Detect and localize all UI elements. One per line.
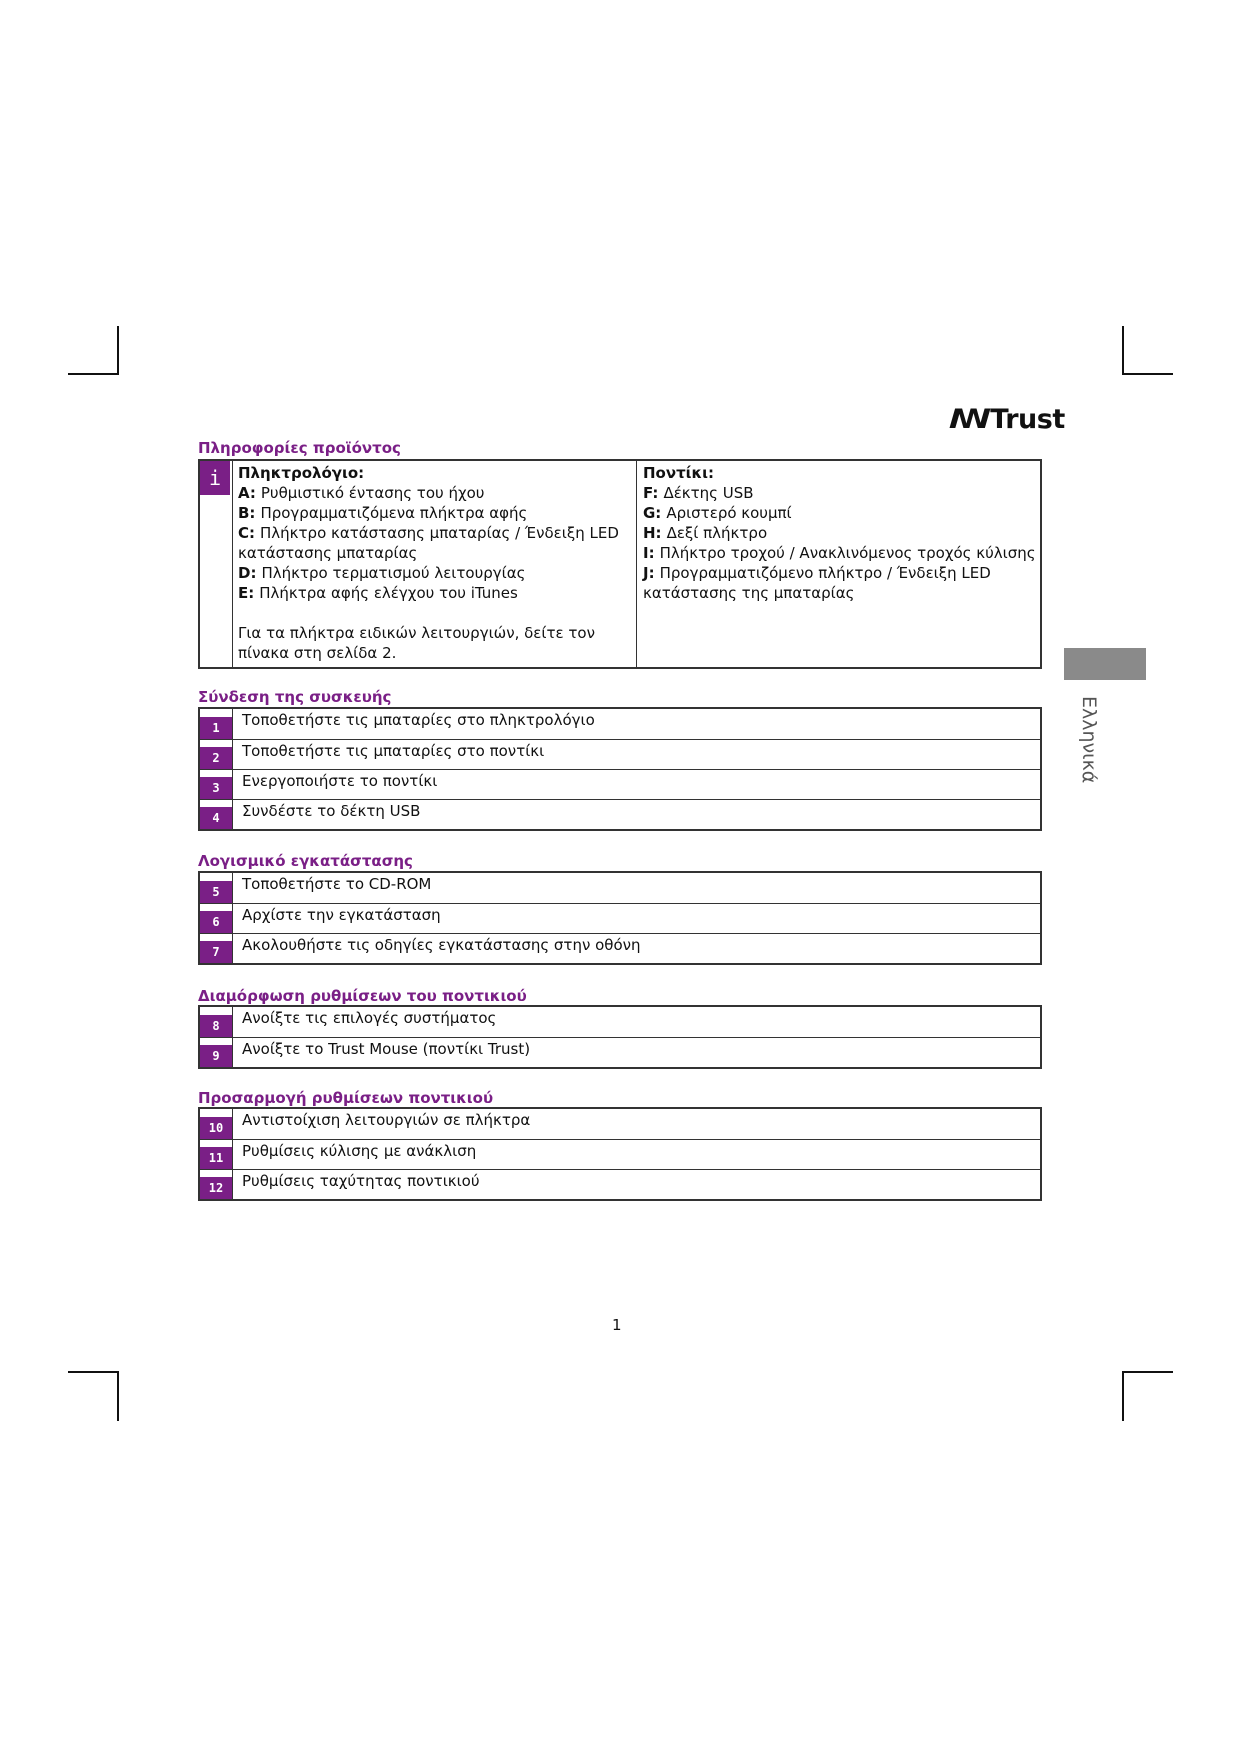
step-divider <box>232 1170 233 1199</box>
spec-item <box>238 583 636 603</box>
language-tab <box>1064 648 1146 680</box>
step-text: Ενεργοποιήστε το ποντίκι <box>242 772 438 790</box>
step-text: Ρυθμίσεις ταχύτητας ποντικιού <box>242 1172 480 1190</box>
step-text: Συνδέστε το δέκτη USB <box>242 802 421 820</box>
spec-item-text: Πλήκτρο τροχού / Ανακλινόμενος τροχός κύλισης <box>659 544 1036 562</box>
step-row <box>200 903 1040 933</box>
crop-mark-top-right-v <box>1122 326 1124 375</box>
steps-table <box>198 707 1042 831</box>
section-title: Λογισμικό εγκατάστασης <box>198 852 413 870</box>
step-number-badge: 3 <box>200 777 232 799</box>
language-label: Ελληνικά <box>1078 696 1100 784</box>
steps-table <box>198 871 1042 965</box>
crop-mark-top-left-h <box>68 373 119 375</box>
step-text: Αρχίστε την εγκατάσταση <box>242 906 441 924</box>
step-divider <box>232 800 233 829</box>
step-number-badge: 5 <box>200 881 232 903</box>
step-row <box>200 873 1040 903</box>
spec-item-text: Αριστερό κουμπί <box>666 504 792 522</box>
step-divider <box>232 904 233 933</box>
crop-mark-top-right-h <box>1122 373 1173 375</box>
spec-item-text: Πλήκτρο τερματισμού λειτουργίας <box>261 564 526 582</box>
keyboard-column <box>232 461 637 667</box>
product-info-table <box>198 459 1042 669</box>
trust-logo-text: Trust <box>990 404 1065 435</box>
step-row <box>200 1007 1040 1037</box>
spec-item-text: Προγραμματιζόμενο πλήκτρο / Ένδειξη LED κατάστασης της μπαταρίας <box>643 564 991 602</box>
spec-item-text: Προγραμματιζόμενα πλήκτρα αφής <box>260 504 528 522</box>
info-icon: i <box>200 461 230 495</box>
spec-item-key: G: <box>643 504 662 522</box>
trust-logo <box>948 404 1065 435</box>
step-divider <box>232 1109 233 1139</box>
spec-item-key: D: <box>238 564 257 582</box>
spec-item-key: E: <box>238 584 255 602</box>
step-row <box>200 799 1040 829</box>
spec-item <box>238 503 636 523</box>
step-number-badge: 11 <box>200 1147 232 1169</box>
page-number: 1 <box>612 1316 622 1334</box>
spec-item-key: F: <box>643 484 659 502</box>
spec-item <box>643 503 1040 523</box>
step-divider <box>232 873 233 903</box>
step-row <box>200 1109 1040 1139</box>
step-divider <box>232 709 233 739</box>
step-text: Αντιστοίχιση λειτουργιών σε πλήκτρα <box>242 1111 531 1129</box>
spec-item-key: A: <box>238 484 256 502</box>
step-text: Τοποθετήστε τις μπαταρίες στο πληκτρολόγιο <box>242 711 595 729</box>
step-number-badge: 7 <box>200 941 232 963</box>
spec-item-key: B: <box>238 504 256 522</box>
step-row <box>200 769 1040 799</box>
spec-item <box>238 563 636 583</box>
steps-table <box>198 1005 1042 1069</box>
spec-item <box>238 523 636 563</box>
step-number-badge: 12 <box>200 1177 232 1199</box>
step-text: Τοποθετήστε τις μπαταρίες στο ποντίκι <box>242 742 545 760</box>
keyboard-heading: Πληκτρολόγιο: <box>238 464 365 482</box>
spec-item-text: Πλήκτρα αφής ελέγχου του iTunes <box>259 584 518 602</box>
step-number-badge: 10 <box>200 1117 232 1139</box>
step-text: Τοποθετήστε το CD-ROM <box>242 875 432 893</box>
step-number-badge: 4 <box>200 807 232 829</box>
step-divider <box>232 1140 233 1169</box>
step-number-badge: 9 <box>200 1045 232 1067</box>
step-divider <box>232 770 233 799</box>
crop-mark-top-left-v <box>117 326 119 375</box>
crop-mark-bottom-left-v <box>117 1371 119 1421</box>
step-number-badge: 8 <box>200 1015 232 1037</box>
step-text: Ακολουθήστε τις οδηγίες εγκατάστασης στην οθόνη <box>242 936 641 954</box>
step-text: Ανοίξτε τις επιλογές συστήματος <box>242 1009 497 1027</box>
step-row <box>200 1139 1040 1169</box>
spec-item-key: I: <box>643 544 655 562</box>
spec-item-text: Δεξί πλήκτρο <box>666 524 768 542</box>
step-divider <box>232 740 233 769</box>
crop-mark-bottom-left-h <box>68 1371 119 1373</box>
section-title: Σύνδεση της συσκευής <box>198 688 392 706</box>
spec-item-key: H: <box>643 524 662 542</box>
step-row <box>200 1169 1040 1199</box>
info-icon-column <box>200 461 233 667</box>
step-row <box>200 933 1040 963</box>
spec-item-text: Δέκτης USB <box>663 484 754 502</box>
special-keys-note: Για τα πλήκτρα ειδικών λειτουργιών, δείτε τον πίνακα στη σελίδα 2. <box>238 624 595 662</box>
steps-table <box>198 1107 1042 1201</box>
crop-mark-bottom-right-h <box>1122 1371 1173 1373</box>
step-row <box>200 739 1040 769</box>
step-divider <box>232 1007 233 1037</box>
mouse-column <box>637 461 1040 667</box>
section-title: Διαμόρφωση ρυθμίσεων του ποντικιού <box>198 987 527 1005</box>
spec-item <box>643 563 1040 603</box>
spec-item-text: Πλήκτρο κατάστασης μπαταρίας / Ένδειξη LED κατάστασης μπαταρίας <box>238 524 619 562</box>
step-number-badge: 6 <box>200 911 232 933</box>
step-text: Ρυθμίσεις κύλισης με ανάκλιση <box>242 1142 477 1160</box>
step-number-badge: 2 <box>200 747 232 769</box>
spec-item-text: Ρυθμιστικό έντασης του ήχου <box>260 484 485 502</box>
step-row <box>200 709 1040 739</box>
spec-item <box>238 483 636 503</box>
mouse-heading: Ποντίκι: <box>643 464 714 482</box>
step-divider <box>232 1038 233 1067</box>
step-number-badge: 1 <box>200 717 232 739</box>
spec-item-key: J: <box>643 564 655 582</box>
section-title: Προσαρμογή ρυθμίσεων ποντικιού <box>198 1089 494 1107</box>
trust-logo-mark-icon: ꟿ <box>948 404 991 435</box>
step-row <box>200 1037 1040 1067</box>
spec-item <box>643 543 1040 563</box>
product-info-title: Πληροφορίες προϊόντος <box>198 439 401 457</box>
spec-item-key: C: <box>238 524 256 542</box>
crop-mark-bottom-right-v <box>1122 1371 1124 1421</box>
spec-item <box>643 483 1040 503</box>
step-text: Ανοίξτε το Trust Mouse (ποντίκι Trust) <box>242 1040 531 1058</box>
spec-item <box>643 523 1040 543</box>
step-divider <box>232 934 233 963</box>
